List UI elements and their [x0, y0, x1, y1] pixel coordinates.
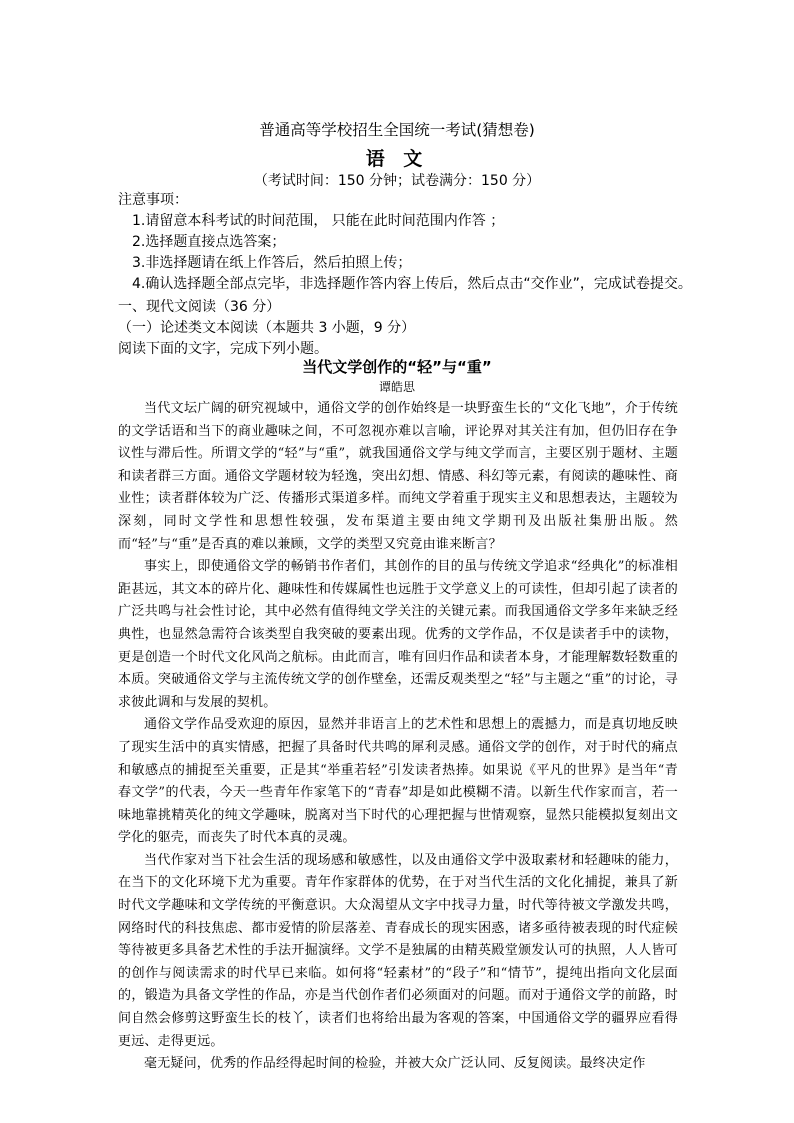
- article-title: 当代文学创作的“轻”与“重”: [302, 358, 492, 376]
- article-body: [118, 398, 678, 1076]
- reading-instruction: 阅读下面的文字，完成下列小题。: [118, 341, 328, 357]
- article-paragraph: 当代文坛广阔的研究视域中，通俗文学的创作始终是一块野蛮生长的“文化飞地”，介于传统的文学话语和当下的商业趣味之间，不可忽视亦难以言喻，评论界对其关注有加，但仍旧存在争议性与滞后性。所谓文学的“轻”与“重”，就我国通俗文学与纯文学而言，主要区别于题材、主题和读者群三方面。通俗文学题材较为轻逸，突出幻想、情感、科幻等元素，有阅读的趣味性、商业性；读者群体较为广泛、传播形式渠道多样。而纯文学着重于现实主义和思想表达，主题较为深刻，同时文学性和思想性较强，发布渠道主要由纯文学期刊及出版社集册出版。然而“轻”与“重”是否真的难以兼顾，文学的类型又究竟由谁来断言？: [118, 401, 678, 552]
- article-author: 谭皓思: [378, 380, 415, 394]
- article-paragraph: 毫无疑问，优秀的作品经得起时间的检验，并被大众广泛认同、反复阅读。最终决定作: [144, 1056, 646, 1072]
- notes-block: [118, 190, 692, 295]
- notes-item: 2.选择题直接点选答案；: [132, 234, 286, 250]
- subsection-heading: （一）论述类文本阅读（本题共 3 小题，9 分）: [118, 320, 416, 336]
- article-paragraph: 当代作家对当下社会生活的现场感和敏感性，以及由通俗文学中汲取素材和轻趣味的能力，在当下的文化环境下尤为重要。青年作家群体的优势，在于对当代生活的文化化捕捉，兼具了新时代文学趣味和文学传统的平衡意识。大众渴望从文字中找寻力量，时代等待被文学激发共鸣，网络时代的科技焦虑、都市爱情的阶层落差、青春成长的现实困惑，诸多亟待被表现的时代症候等待被更多具备艺术性的手法开掘演绎。文学不是独属的由精英殿堂颁发认可的执照，人人皆可的创作与阅读需求的时代早已来临。如何将“轻素材”的“段子”和“情节”，提纯出指向文化层面的，锻造为具备文学性的作品，亦是当代创作者们必须面对的问题。而对于通俗文学的前路，时间自然会修剪这野蛮生长的枝丫，读者们也将给出最为客观的答案，中国通俗文学的疆界应看得更远、走得更远。: [118, 852, 678, 1049]
- notes-item: 3.非选择题请在纸上作答后，然后拍照上传；: [132, 255, 412, 271]
- subject-title: 语 文: [365, 148, 429, 170]
- exam-title: 普通高等学校招生全国统一考试(猜想卷): [259, 121, 535, 139]
- article-paragraph: 事实上，即使通俗文学的畅销书作者们，其创作的目的虽与传统文学追求“经典化”的标准相距甚远，其文本的碎片化、趣味性和传媒属性也远胜于文学意义上的可读性，但却引起了读者的广泛共鸣与社会性讨论，其中必然有值得纯文学关注的关键元素。而我国通俗文学多年来缺乏经典性，也显然急需符合该类型自我突破的要素出现。优秀的文学作品，不仅是读者手中的读物，更是创造一个时代文化风尚之航标。由此而言，唯有回归作品和读者本身，才能理解数轻数重的本质。突破通俗文学与主流传统文学的创作壁垒，还需反观类型之“轻”与主题之“重”的讨论，寻求彼此调和与发展的契机。: [118, 559, 678, 710]
- notes-heading: 注意事项：: [118, 192, 188, 208]
- section-heading: 一、现代文阅读（36 分）: [118, 299, 281, 315]
- exam-info: （考试时间：150 分钟；试卷满分：150 分）: [253, 173, 541, 189]
- article-paragraph: 通俗文学作品受欢迎的原因，显然并非语言上的艺术性和思想上的震撼力，而是真切地反映了现实生活中的真实情感，把握了具备时代共鸣的犀利灵感。通俗文学的创作，对于时代的痛点和敏感点的捕捉至关重要，正是其“举重若轻”引发读者热捧。如果说《平凡的世界》是当年“青春文学”的代表，今天一些青年作家笔下的“青春”却是如此模糊不清。以新生代作家而言，若一味地靠挑精英化的纯文学趣味，脱离对当下时代的心理把握与世情观察，显然只能模拟复刻出文学化的躯壳，而丧失了时代本真的灵魂。: [118, 717, 678, 846]
- notes-item: 1.请留意本科考试的时间范围， 只能在此时间范围内作答 ；: [132, 213, 505, 229]
- notes-item: 4.确认选择题全部点完毕，非选择题作答内容上传后，然后点击“交作业”，完成试卷提交。: [132, 276, 692, 292]
